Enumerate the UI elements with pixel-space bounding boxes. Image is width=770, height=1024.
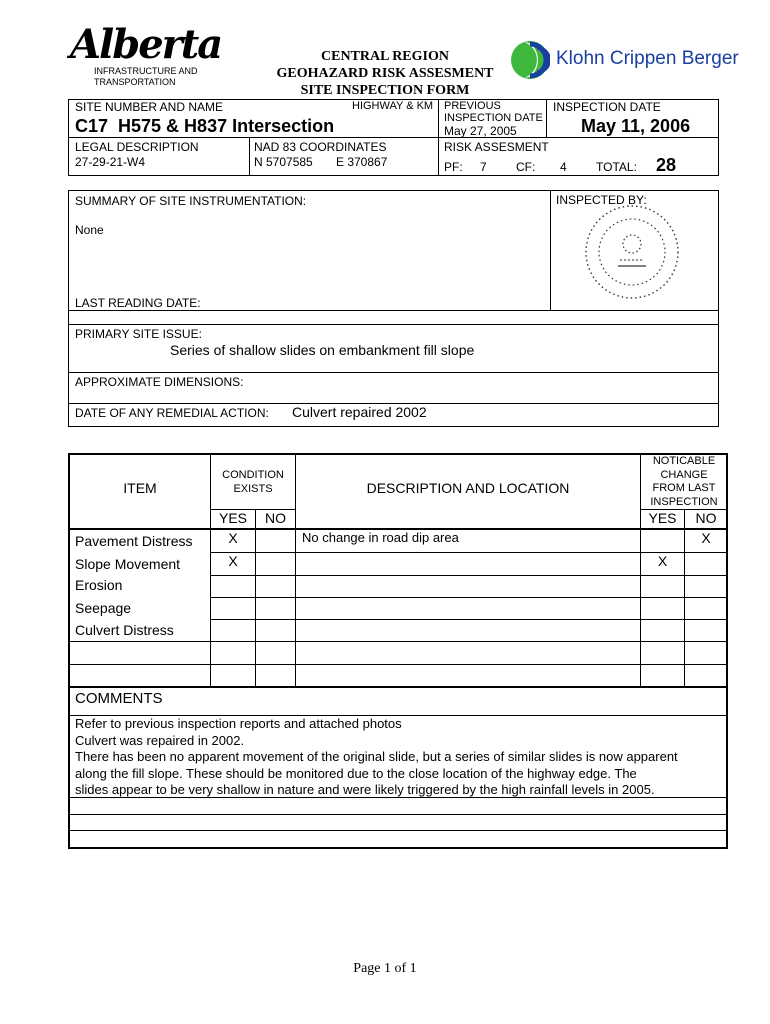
table-row <box>0 642 770 664</box>
condition-header-line2: EXISTS <box>233 483 273 495</box>
alberta-logo-wordmark: Alberta <box>70 21 222 68</box>
site-label: SITE NUMBER AND NAME <box>75 100 224 114</box>
change-yes-header: YES <box>648 510 677 526</box>
divider <box>68 324 719 325</box>
comments-body <box>75 716 723 799</box>
row-condition-yes: X <box>228 553 238 569</box>
condition-header-line1: CONDITION <box>222 469 284 481</box>
divider <box>68 814 728 815</box>
instrumentation-label: SUMMARY OF SITE INSTRUMENTATION: <box>75 194 307 208</box>
table-row <box>0 598 770 619</box>
title-line2: GEOHAZARD RISK ASSESMENT <box>276 66 494 81</box>
dimensions-label: APPROXIMATE DIMENSIONS: <box>75 375 244 389</box>
professional-stamp <box>580 200 684 304</box>
row-condition-yes: X <box>228 530 238 546</box>
prev-inspection-label <box>444 100 543 124</box>
total-label: TOTAL: <box>596 160 637 174</box>
table-row <box>0 620 770 641</box>
remedial-value: Culvert repaired 2002 <box>292 404 427 420</box>
change-header <box>641 455 727 509</box>
condition-header <box>211 468 295 496</box>
title-line3: SITE INSPECTION FORM <box>300 83 470 98</box>
comment-line: Culvert was repaired in 2002. <box>75 732 245 748</box>
change-header-line2: CHANGE <box>660 468 708 481</box>
divider <box>68 137 719 138</box>
condition-yes-header: YES <box>218 510 247 526</box>
pf-value: 7 <box>480 160 487 174</box>
comment-line: along the fill slope. These should be monitored due to the close location of the highway edge. The <box>75 765 637 781</box>
inspected-by-label: INSPECTED BY: <box>556 193 647 207</box>
kcb-logo-mark-icon <box>510 38 550 82</box>
comment-line: slides appear to be very shallow in nature and were likely triggered by the high rainfall levels in 2005. <box>75 782 655 797</box>
change-header-line4: INSPECTION <box>650 495 718 508</box>
divider <box>68 372 719 373</box>
remedial-label: DATE OF ANY REMEDIAL ACTION: <box>75 406 269 420</box>
nad-easting: E 370867 <box>336 155 388 169</box>
nad-label: NAD 83 COORDINATES <box>254 140 387 154</box>
description-header: DESCRIPTION AND LOCATION <box>366 480 570 496</box>
change-header-line1: NOTICABLE <box>652 455 716 467</box>
divider <box>546 99 547 137</box>
comment-line: There has been no apparent movement of the original slide, but a series of similar slides is now apparent <box>75 749 678 764</box>
total-value: 28 <box>656 155 677 175</box>
change-header-line3: FROM LAST <box>652 482 716 494</box>
alberta-logo-sub1: INFRASTRUCTURE AND <box>94 66 198 76</box>
cf-label: CF: <box>516 160 536 174</box>
table-row <box>0 530 770 552</box>
comment-line: Refer to previous inspection reports and attached photos <box>75 716 402 731</box>
primary-issue-value: Series of shallow slides on embankment fill slope <box>170 342 475 358</box>
divider <box>68 310 719 311</box>
kcb-logo-wordmark: Klohn Crippen Berger <box>556 48 739 69</box>
inspection-date-label: INSPECTION DATE <box>553 100 661 114</box>
row-change-no: X <box>701 530 711 546</box>
instrumentation-value: None <box>75 223 104 237</box>
divider <box>550 190 551 310</box>
row-item: Erosion <box>75 577 123 593</box>
form-title <box>250 48 520 99</box>
change-no-header: NO <box>695 510 717 526</box>
prev-inspection-value: May 27, 2005 <box>444 124 517 138</box>
risk-label: RISK ASSESMENT <box>444 140 549 154</box>
kcb-logo <box>510 38 760 82</box>
table-row <box>0 576 770 597</box>
condition-no-header: NO <box>265 510 286 526</box>
cf-value: 4 <box>560 160 567 174</box>
table-row <box>0 553 770 575</box>
legal-label: LEGAL DESCRIPTION <box>75 140 199 154</box>
row-item: Culvert Distress <box>75 622 174 638</box>
site-value: C17 H575 & H837 Intersection <box>75 116 335 136</box>
row-item: Slope Movement <box>75 556 181 572</box>
row-change-yes: X <box>657 553 668 569</box>
alberta-logo-sub2: TRANSPORTATION <box>94 77 176 87</box>
divider <box>68 830 728 831</box>
item-header: ITEM <box>123 480 157 496</box>
inspection-date-value: May 11, 2006 <box>581 116 691 136</box>
alberta-logo <box>70 21 222 94</box>
divider <box>249 137 250 176</box>
row-description: No change in road dip area <box>302 530 459 545</box>
row-item: Pavement Distress <box>75 533 193 549</box>
nad-northing: N 5707585 <box>254 155 313 169</box>
prev-label-line1: PREVIOUS <box>444 100 501 112</box>
primary-issue-label: PRIMARY SITE ISSUE: <box>75 327 202 341</box>
divider <box>68 686 728 688</box>
table-row <box>0 665 770 686</box>
last-reading-label: LAST READING DATE: <box>75 296 201 310</box>
page-number: Page 1 of 1 <box>353 961 417 976</box>
row-item: Seepage <box>75 600 132 616</box>
title-line1: CENTRAL REGION <box>321 49 449 64</box>
prev-label-line2: INSPECTION DATE <box>444 112 543 124</box>
highway-label: HIGHWAY & KM <box>352 100 434 112</box>
comments-header: COMMENTS <box>75 690 163 707</box>
pf-label: PF: <box>444 160 463 174</box>
legal-value: 27-29-21-W4 <box>75 155 146 169</box>
